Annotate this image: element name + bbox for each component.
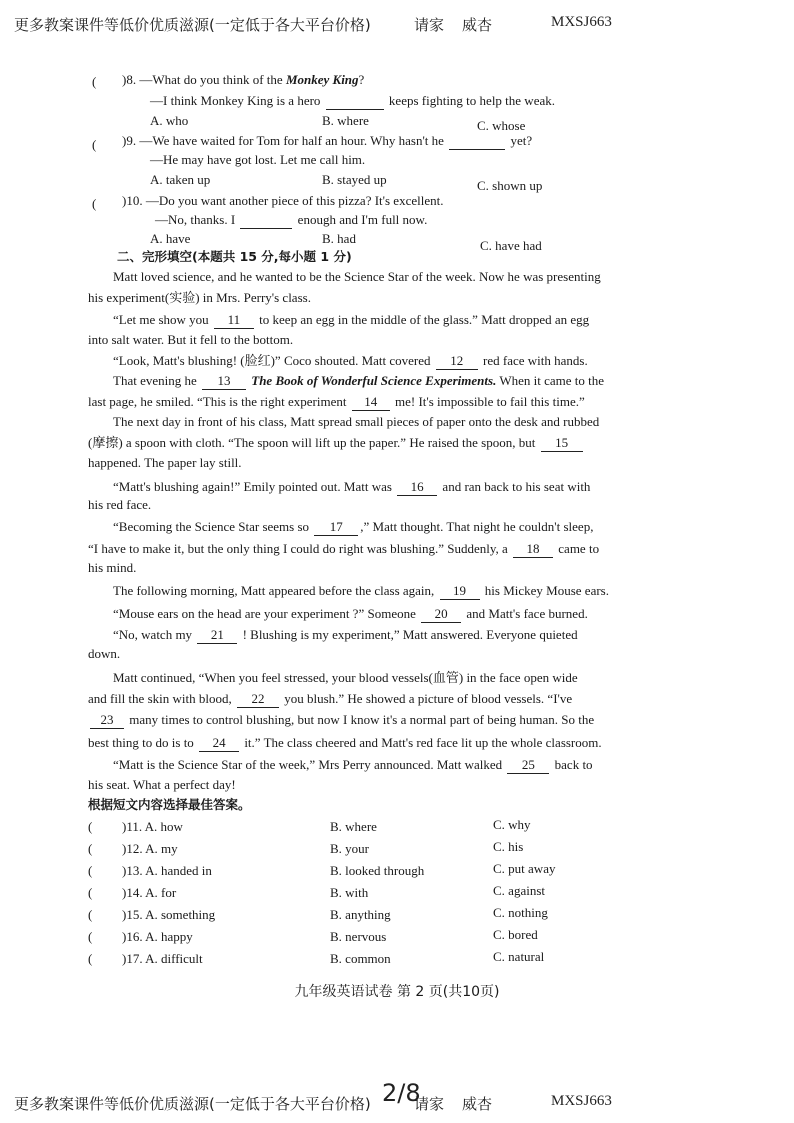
watermark-name: 威杏 [462, 16, 493, 34]
text: and ran back to his seat with [442, 479, 591, 494]
q10-option-a: A. have [150, 231, 191, 246]
passage-line: into salt water. But it fell to the bottom. [88, 332, 294, 347]
book-title: The Book of Wonderful Science Experiments. [251, 373, 497, 388]
option-c: C. put away [493, 861, 556, 876]
passage-line [113, 606, 588, 623]
q10-option-c: C. have had [480, 238, 542, 253]
option-a: )11. A. how [122, 819, 183, 834]
option-b: B. nervous [330, 929, 387, 944]
option-paren: ( [88, 885, 93, 900]
passage-line: Matt continued, “When you feel stressed, your blood vessels(血管) in the face open wide [113, 670, 578, 685]
passage-line [88, 691, 572, 708]
blank-22[interactable]: 22 [237, 691, 279, 708]
text: me! It's impossible to fail this time.” [395, 394, 585, 409]
passage-line [88, 394, 585, 411]
blank-13[interactable]: 13 [202, 373, 246, 390]
q10-paren: ( [92, 196, 97, 211]
q8-title: Monkey King [285, 72, 359, 87]
option-b: B. where [330, 819, 377, 834]
watermark-ask: 请家 [414, 16, 445, 34]
page-footer: 九年级英语试卷 第 2 页(共10页) [294, 984, 500, 1000]
option-a: )16. A. happy [122, 929, 193, 944]
q9-option-b: B. stayed up [322, 172, 387, 187]
q10-line2 [155, 212, 427, 229]
passage-line [88, 712, 594, 729]
text: his Mickey Mouse ears. [484, 583, 609, 598]
passage-line [113, 312, 589, 329]
watermark-code: MXSJ663 [551, 1093, 612, 1109]
passage-line [113, 479, 590, 496]
q9-line2: —He may have got lost. Let me call him. [150, 152, 366, 167]
option-paren: ( [88, 863, 93, 878]
passage-line: his mind. [88, 560, 137, 575]
text: last page, he smiled. “This is the right experiment [88, 394, 347, 409]
option-c: C. his [493, 839, 524, 854]
option-c: C. natural [493, 949, 545, 964]
text: “Matt is the Science Star of the week,” Mrs Perry announced. Matt walked [113, 757, 503, 772]
q9-line1 [122, 133, 532, 150]
q10-prompt: —Do you want another piece of this pizza? It's excellent. [145, 193, 444, 208]
text: When it came to the [499, 373, 605, 388]
q10-line1 [122, 193, 443, 209]
option-paren: ( [88, 841, 93, 856]
option-paren: ( [88, 929, 93, 944]
text: back to [554, 757, 593, 772]
option-a: )15. A. something [122, 907, 216, 922]
q8-prompt: —What do you think of the [139, 72, 286, 87]
passage-line: his red face. [88, 497, 152, 512]
instruction: 根据短文内容选择最佳答案。 [88, 797, 251, 812]
text: “Let me show you [113, 312, 209, 327]
text: best thing to do is to [88, 735, 194, 750]
blank-12[interactable]: 12 [436, 353, 478, 370]
q10-blank[interactable] [240, 212, 292, 229]
option-paren: ( [88, 907, 93, 922]
watermark-ask: 请家 [414, 1095, 445, 1113]
q9-number: )9. [122, 133, 137, 148]
text: came to [558, 541, 600, 556]
top-watermark [14, 14, 612, 35]
q8-answer-pre: —I think Monkey King is a hero [150, 93, 321, 108]
q8-blank[interactable] [326, 93, 384, 110]
blank-18[interactable]: 18 [513, 541, 553, 558]
option-a: )12. A. my [122, 841, 178, 856]
option-paren: ( [88, 819, 93, 834]
text: red face with hands. [483, 353, 588, 368]
blank-23[interactable]: 23 [90, 712, 124, 729]
option-c: C. nothing [493, 905, 548, 920]
q8-option-c: C. whose [477, 118, 526, 133]
q8-end: ? [358, 72, 365, 87]
text: and fill the skin with blood, [88, 691, 232, 706]
text: “No, watch my [113, 627, 193, 642]
text: The following morning, Matt appeared before the class again, [113, 583, 435, 598]
text: That evening he [113, 373, 197, 388]
q9-option-a: A. taken up [150, 172, 211, 187]
blank-19[interactable]: 19 [440, 583, 480, 600]
q8-paren: ( [92, 74, 97, 89]
option-b: B. your [330, 841, 369, 856]
blank-15[interactable]: 15 [541, 435, 583, 452]
text: ,” Matt thought. That night he couldn't sleep, [360, 519, 594, 534]
option-c: C. why [493, 817, 531, 832]
blank-17[interactable]: 17 [314, 519, 358, 536]
option-b: B. with [330, 885, 369, 900]
watermark-text: 更多教案课件等低价优质滋源(一定低于各大平台价格) [14, 1095, 371, 1113]
q8-answer-post: keeps fighting to help the weak. [388, 93, 555, 108]
option-c: C. bored [493, 927, 538, 942]
passage-line: his experiment(实验) in Mrs. Perry's class. [88, 290, 311, 305]
blank-16[interactable]: 16 [397, 479, 437, 496]
option-c: C. against [493, 883, 545, 898]
blank-11[interactable]: 11 [214, 312, 254, 329]
text: many times to control blushing, but now I know it's a normal part of being human. So the [129, 712, 595, 727]
passage-line [113, 519, 593, 536]
blank-25[interactable]: 25 [507, 757, 549, 774]
passage-line: his seat. What a perfect day! [88, 777, 236, 792]
q8-option-b: B. where [322, 113, 369, 128]
blank-20[interactable]: 20 [421, 606, 461, 623]
q8-line1 [122, 72, 364, 88]
passage-line [113, 373, 604, 390]
option-b: B. looked through [330, 863, 425, 878]
q9-prompt: —We have waited for Tom for half an hour. Why hasn't he [139, 133, 444, 148]
q9-option-c: C. shown up [477, 178, 543, 193]
blank-14[interactable]: 14 [352, 394, 390, 411]
q10-answer-post: enough and I'm full now. [297, 212, 428, 227]
q9-paren: ( [92, 137, 97, 152]
text: “Mouse ears on the head are your experiment ?” Someone [113, 606, 416, 621]
passage-line: Matt loved science, and he wanted to be the Science Star of the week. Now he was presenting [113, 269, 601, 284]
q8-number: )8. [122, 72, 137, 87]
watermark-code: MXSJ663 [551, 14, 612, 30]
passage-line [113, 353, 588, 370]
option-b: B. anything [330, 907, 391, 922]
text: and Matt's face burned. [466, 606, 588, 621]
option-a: )13. A. handed in [122, 863, 212, 878]
q10-option-b: B. had [322, 231, 356, 246]
q10-answer-pre: —No, thanks. I [155, 212, 236, 227]
passage-line [113, 757, 593, 774]
q9-blank[interactable] [449, 133, 505, 150]
q9-end: yet? [510, 133, 533, 148]
passage-line: down. [88, 646, 121, 661]
option-paren: ( [88, 951, 93, 966]
page-indicator: 2/8 [382, 1079, 421, 1107]
passage-line [88, 541, 599, 558]
text: ! Blushing is my experiment,” Matt answered. Everyone quieted [242, 627, 578, 642]
text: to keep an egg in the middle of the glass.” Matt dropped an egg [259, 312, 590, 327]
blank-24[interactable]: 24 [199, 735, 239, 752]
passage-line [88, 435, 585, 452]
watermark-text: 更多教案课件等低价优质滋源(一定低于各大平台价格) [14, 16, 371, 34]
text: “Look, Matt's blushing! (脸红)” Coco shouted. Matt covered [113, 353, 431, 368]
passage-line: The next day in front of his class, Matt spread small pieces of paper onto the desk and rubbed [113, 414, 600, 429]
option-b: B. common [330, 951, 391, 966]
passage-line [113, 627, 578, 644]
blank-21[interactable]: 21 [197, 627, 237, 644]
q8-option-a: A. who [150, 113, 189, 128]
text: “Becoming the Science Star seems so [113, 519, 310, 534]
text: you blush.” He showed a picture of blood vessels. “I've [284, 691, 573, 706]
option-a: )17. A. difficult [122, 951, 203, 966]
text: “Matt's blushing again!” Emily pointed out. Matt was [113, 479, 392, 494]
passage-line: happened. The paper lay still. [88, 455, 242, 470]
section-heading: 二、完形填空(本题共 15 分,每小题 1 分) [117, 249, 352, 264]
passage-line [88, 735, 602, 752]
q8-line2 [150, 93, 555, 110]
option-a: )14. A. for [122, 885, 177, 900]
passage-line [113, 583, 609, 600]
text: “I have to make it, but the only thing I could do right was blushing.” Suddenly, a [88, 541, 508, 556]
text: it.” The class cheered and Matt's red face lit up the whole classroom. [244, 735, 602, 750]
text: (摩擦) a spoon with cloth. “The spoon will lift up the paper.” He raised the spoon, but [88, 435, 536, 450]
watermark-name: 威杏 [462, 1095, 493, 1113]
q10-number: )10. [122, 193, 143, 208]
